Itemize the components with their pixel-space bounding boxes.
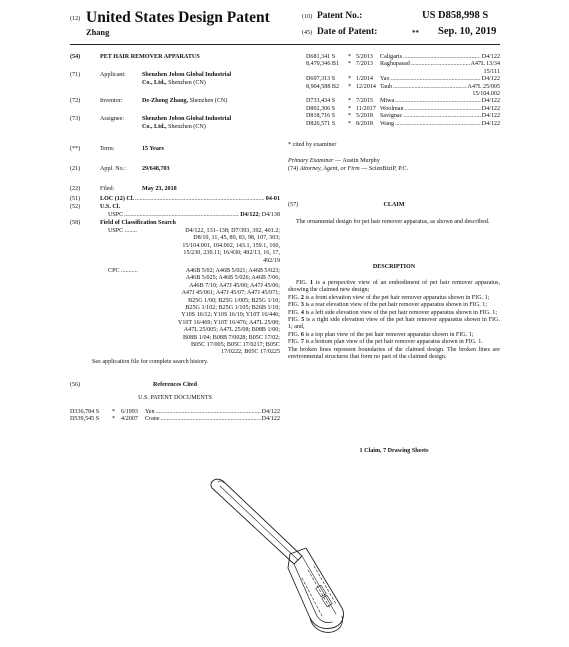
field-code: (58) bbox=[70, 220, 81, 226]
examiner-label: Primary Examiner bbox=[288, 158, 334, 164]
inventor-code: (72) bbox=[70, 98, 81, 104]
reference-name: Crane bbox=[145, 416, 160, 423]
claim-text: The ornamental design for pet hair remover apparatus, as shown and described. bbox=[296, 219, 490, 225]
patent-number: US D858,998 S bbox=[422, 10, 489, 21]
reference-class: D4/122 bbox=[481, 54, 500, 60]
filed-code: (22) bbox=[70, 186, 81, 192]
patent-no-code: (10) bbox=[302, 14, 313, 20]
field-search-note: See application file for complete search history. bbox=[92, 359, 209, 365]
reference-class-extra: 15/111 bbox=[483, 68, 500, 75]
invention-title: PET HAIR REMOVER APPARATUS bbox=[100, 54, 200, 60]
reference-date: 1/2014 bbox=[356, 76, 373, 83]
uscl-label: U.S. Cl. bbox=[100, 204, 120, 210]
field-cpc-line: 17/0222; B05C 17/0225 bbox=[221, 349, 280, 356]
reference-class: D4/122 bbox=[481, 120, 500, 127]
reference-class: A47L 13/34 bbox=[470, 61, 500, 68]
claim-code: (57) bbox=[288, 202, 299, 208]
fig-number: 4 bbox=[300, 309, 304, 316]
reference-number: D336,784 S bbox=[70, 409, 100, 415]
term-label: Term: bbox=[100, 146, 115, 152]
reference-class: D4/122 bbox=[261, 416, 280, 423]
field-cpc-line: Y10T 16/469; Y10T 16/476; A47L 25/00; bbox=[177, 319, 280, 326]
reference-row bbox=[288, 84, 500, 91]
refs-code: (56) bbox=[70, 382, 81, 388]
reference-row bbox=[288, 106, 500, 113]
fig-number: 1 bbox=[310, 280, 314, 286]
fig-prefix: FIG. bbox=[288, 317, 302, 324]
loc-code: (51) bbox=[70, 196, 81, 202]
broken-lines-note: The broken lines represent boundaries of the claimed design. The broken lines are environmental structures that form no part of the claimed design. bbox=[288, 346, 500, 361]
appl-code: (21) bbox=[70, 166, 81, 172]
loc-label: LOC (12) Cl. bbox=[100, 196, 135, 202]
date-of-patent-label: Date of Patent: bbox=[317, 27, 378, 37]
refs-subheading: U.S. PATENT DOCUMENTS bbox=[138, 395, 212, 401]
reference-number: D681,341 S bbox=[306, 54, 336, 60]
field-uspc-line: 492/19 bbox=[263, 257, 280, 264]
examiner-line bbox=[288, 158, 380, 165]
reference-class: D4/122 bbox=[261, 409, 280, 415]
reference-mark: * bbox=[112, 409, 116, 415]
reference-date: 12/2014 bbox=[356, 83, 376, 90]
assignee-location: Shenzhen (CN) bbox=[166, 124, 206, 130]
field-cpc-line: A46B 7/10; A47J 45/00; A47J 45/06; bbox=[189, 282, 280, 289]
reference-number: D733,434 S bbox=[306, 98, 336, 105]
attorney-code: (74) bbox=[288, 166, 299, 172]
refs-heading: References Cited bbox=[152, 382, 198, 388]
inventor-value bbox=[142, 98, 227, 105]
reference-row bbox=[288, 54, 500, 61]
fig-text: is a bottom plan view of the pet hair remover apparatus shown in FIG. 1. bbox=[303, 339, 483, 346]
patent-date: Sep. 10, 2019 bbox=[438, 26, 497, 37]
reference-mark: * bbox=[348, 83, 352, 90]
field-cpc-line: A47L 25/005; A47L 25/08; B08B 1/00; bbox=[183, 327, 280, 334]
field-cpc-line: A46B 5/025; A46B 5/026; A46B 7/06; bbox=[185, 275, 280, 282]
reference-row bbox=[70, 409, 280, 416]
reference-mark: * bbox=[348, 61, 352, 68]
inventor-name: De-Zhong Zhang, bbox=[142, 98, 189, 104]
inventor-short-name: Zhang bbox=[86, 28, 110, 37]
filed-label: Filed: bbox=[100, 186, 115, 192]
fig-number: 2 bbox=[300, 294, 304, 301]
field-uspc-line: D4/122, 131–138; D7/393, 392, 401.2; bbox=[185, 228, 280, 234]
fig-text: is a rear elevation view of the pet hair remover apparatus shown in FIG. 1; bbox=[303, 302, 488, 309]
description-paragraph bbox=[288, 280, 500, 295]
fig-number: 3 bbox=[300, 302, 304, 309]
field-cpc-line: B25G 1/00; B25G 1/005; B25G 1/10; bbox=[188, 297, 280, 304]
fig-text: is a right side elevation view of the pet hair remover apparatus shown in FIG. 1; and, bbox=[288, 317, 500, 331]
representative-drawing bbox=[190, 468, 370, 640]
description-paragraph bbox=[288, 302, 500, 309]
reference-number: D539,545 S bbox=[70, 416, 100, 423]
reference-mark: * bbox=[348, 105, 352, 112]
reference-name: Yen bbox=[145, 409, 155, 415]
reference-name: Taub bbox=[380, 83, 393, 90]
field-uspc-line: 15/104.001, 104.002, 143.1, 159.1, 160, bbox=[182, 242, 280, 249]
attorney-label: Attorney, Agent, or Firm bbox=[299, 166, 360, 172]
loc-value: 04-01 bbox=[265, 196, 280, 202]
fig-number: 6 bbox=[300, 331, 304, 338]
title-code: (54) bbox=[70, 54, 81, 60]
field-uspc-label: USPC ........ bbox=[108, 228, 137, 234]
inventor-label: Inventor: bbox=[100, 98, 123, 104]
reference-date: 6/1993 bbox=[121, 409, 138, 415]
reference-number: D697,313 S bbox=[306, 76, 336, 83]
fig-text: is a left side elevation view of the pet hair remover apparatus shown in FIG. 1; bbox=[303, 309, 498, 316]
description-paragraph bbox=[288, 339, 500, 346]
description-heading: DESCRIPTION bbox=[372, 264, 416, 270]
fig-text: is a front elevation view of the pet hair remover apparatus shown in FIG. 1; bbox=[303, 294, 490, 301]
field-uspc-line: 15/230, 230.11; 16/430; 492/13, 16, 17, bbox=[183, 250, 280, 257]
pet-hair-remover-illustration bbox=[211, 479, 344, 632]
reference-mark: * bbox=[348, 120, 352, 127]
reference-mark: * bbox=[348, 54, 352, 60]
assignee-company-suffix: Co., Ltd., bbox=[142, 124, 167, 130]
inventor-location: Shenzhen (CN) bbox=[188, 98, 228, 104]
reference-date: 7/2015 bbox=[356, 98, 373, 105]
claims-summary: 1 Claim, 7 Drawing Sheets bbox=[359, 448, 429, 454]
term-code: (**) bbox=[70, 146, 81, 152]
document-title: United States Design Patent bbox=[86, 9, 270, 26]
fig-prefix: FIG. bbox=[288, 339, 301, 346]
assignee-code: (73) bbox=[70, 116, 81, 122]
assignee-label: Assignee: bbox=[100, 116, 125, 122]
field-uspc-list bbox=[148, 228, 280, 265]
reference-class: A47L 25/005 bbox=[467, 83, 500, 90]
reference-row bbox=[288, 113, 500, 120]
field-cpc-line: Y10S 16/12; Y10S 16/19; Y10T 16/446; bbox=[181, 312, 280, 319]
date-code: (45) bbox=[302, 30, 313, 36]
claim-heading: CLAIM bbox=[383, 202, 405, 208]
appl-value: 29/648,703 bbox=[142, 166, 170, 172]
applicant-code: (71) bbox=[70, 72, 81, 78]
uscl-code: (52) bbox=[70, 204, 81, 210]
broken-line-boundary bbox=[314, 566, 336, 604]
applicant-line2 bbox=[142, 80, 206, 87]
reference-mark: * bbox=[348, 98, 352, 105]
reference-class: D4/122 bbox=[481, 105, 500, 112]
reference-date: 5/2018 bbox=[356, 113, 373, 120]
reference-name: Wang bbox=[380, 120, 395, 127]
title-row bbox=[70, 54, 200, 61]
uspc-line bbox=[108, 212, 280, 219]
doc-kind-code: (12) bbox=[70, 16, 81, 22]
handle-outline bbox=[211, 479, 302, 564]
fig-prefix: FIG. bbox=[288, 309, 301, 316]
field-cpc-label: CPC ........... bbox=[108, 268, 138, 274]
reference-name: Caligaris bbox=[380, 54, 403, 60]
applicant-name: Shenzhen Jobon Global Industrial bbox=[142, 72, 232, 78]
filed-value: May 23, 2018 bbox=[142, 186, 177, 192]
assignee-line2 bbox=[142, 124, 206, 131]
reference-number: D826,571 S bbox=[306, 120, 336, 127]
reference-class-extra: 15/104.002 bbox=[472, 91, 500, 98]
field-cpc-line: A47J 45/061; A47J 45/07; A47J 45/071; bbox=[181, 290, 280, 297]
reference-name: Miwa bbox=[380, 98, 395, 105]
reference-number: D802,306 S bbox=[306, 105, 336, 112]
right-reference-list bbox=[288, 54, 500, 128]
broken-line-boundary bbox=[308, 570, 330, 608]
field-uspc-line: D8/10, 11, 45, 80, 83, 98, 107, 303; bbox=[193, 235, 280, 242]
reference-row bbox=[288, 98, 500, 105]
field-label: Field of Classification Search bbox=[100, 220, 176, 226]
reference-date: 7/2013 bbox=[356, 61, 373, 68]
appl-label: Appl. No.: bbox=[100, 166, 126, 172]
assignee-name: Shenzhen Jobon Global Industrial bbox=[142, 116, 232, 122]
applicant-label: Applicant: bbox=[100, 72, 126, 78]
handle-inner-line bbox=[220, 486, 298, 560]
fig-number: 5 bbox=[301, 317, 305, 324]
uspc-secondary: ; D4/138 bbox=[258, 212, 280, 218]
patent-header bbox=[70, 8, 500, 42]
broken-line-boundary bbox=[302, 578, 322, 616]
reference-class: D4/122 bbox=[481, 76, 500, 83]
field-cpc-line: B05C 17/005; B05C 17/0217; B05C bbox=[190, 342, 280, 349]
fig-prefix: FIG. bbox=[288, 331, 301, 338]
term-value: 15 Years bbox=[142, 146, 164, 152]
field-cpc-line: B25G 1/102; B25G 1/105; B26B 1/10; bbox=[185, 305, 280, 312]
fig-number: 7 bbox=[300, 339, 304, 346]
loc-line bbox=[100, 196, 280, 203]
reference-row bbox=[70, 416, 280, 423]
reference-class: D4/122 bbox=[481, 98, 500, 105]
reference-name: Woolman bbox=[380, 105, 404, 112]
reference-date: 8/2018 bbox=[356, 120, 373, 127]
fig-text: is a perspective view of an embodiment of pet hair remover apparatus, showing the claimed new design; bbox=[288, 280, 500, 294]
reference-number: 8,479,346 B1 bbox=[306, 61, 340, 68]
fig-prefix: FIG. bbox=[296, 280, 311, 286]
reference-name: Savignac bbox=[380, 113, 403, 120]
reference-mark: * bbox=[112, 416, 116, 423]
reference-date: 11/2017 bbox=[356, 105, 376, 112]
field-cpc-list bbox=[148, 268, 280, 357]
left-reference-list bbox=[70, 409, 280, 424]
field-cpc-line: A46B 5/02; A46B 5/021; A46B 5/023; bbox=[185, 268, 280, 274]
patent-no-label: Patent No.: bbox=[317, 11, 363, 21]
reference-class: D4/122 bbox=[481, 113, 500, 120]
reference-number: D818,716 S bbox=[306, 113, 336, 120]
reference-mark: * bbox=[348, 113, 352, 120]
head-side-edge bbox=[302, 556, 336, 614]
fig-text: is a top plan view of the pet hair remover apparatus shown in FIG. 1; bbox=[303, 331, 474, 338]
examiner-name: — Austin Murphy bbox=[333, 158, 380, 164]
description-paragraph bbox=[288, 310, 500, 317]
description-body bbox=[288, 280, 500, 361]
applicant-location: Shenzhen (CN) bbox=[166, 80, 206, 86]
fig-prefix: FIG. bbox=[288, 294, 301, 301]
uspc-primary: D4/122 bbox=[240, 212, 259, 218]
reference-date: 4/2007 bbox=[121, 416, 138, 423]
reference-row bbox=[288, 61, 500, 68]
field-cpc-line: B08B 1/04; B08B 7/0028; B05C 17/02; bbox=[182, 334, 280, 341]
reference-date: 5/2013 bbox=[356, 54, 373, 60]
reference-row bbox=[288, 121, 500, 128]
attorney-line bbox=[288, 166, 408, 173]
applicant-company-suffix: Co., Ltd., bbox=[142, 80, 167, 86]
header-rule bbox=[70, 44, 500, 45]
cited-by-examiner-note: * cited by examiner bbox=[288, 142, 337, 148]
reference-name: Yao bbox=[380, 76, 390, 83]
fig-prefix: FIG. bbox=[288, 302, 301, 309]
reference-name: Raghupasad bbox=[380, 61, 410, 68]
date-marker: ** bbox=[412, 29, 419, 37]
attorney-name: — ScienBiziP, P.C. bbox=[359, 166, 409, 172]
reference-mark: * bbox=[348, 76, 352, 83]
reference-number: 8,904,588 B2 bbox=[306, 83, 340, 90]
uspc-label: USPC bbox=[108, 212, 124, 218]
description-paragraph bbox=[288, 317, 500, 332]
reference-row bbox=[288, 76, 500, 83]
